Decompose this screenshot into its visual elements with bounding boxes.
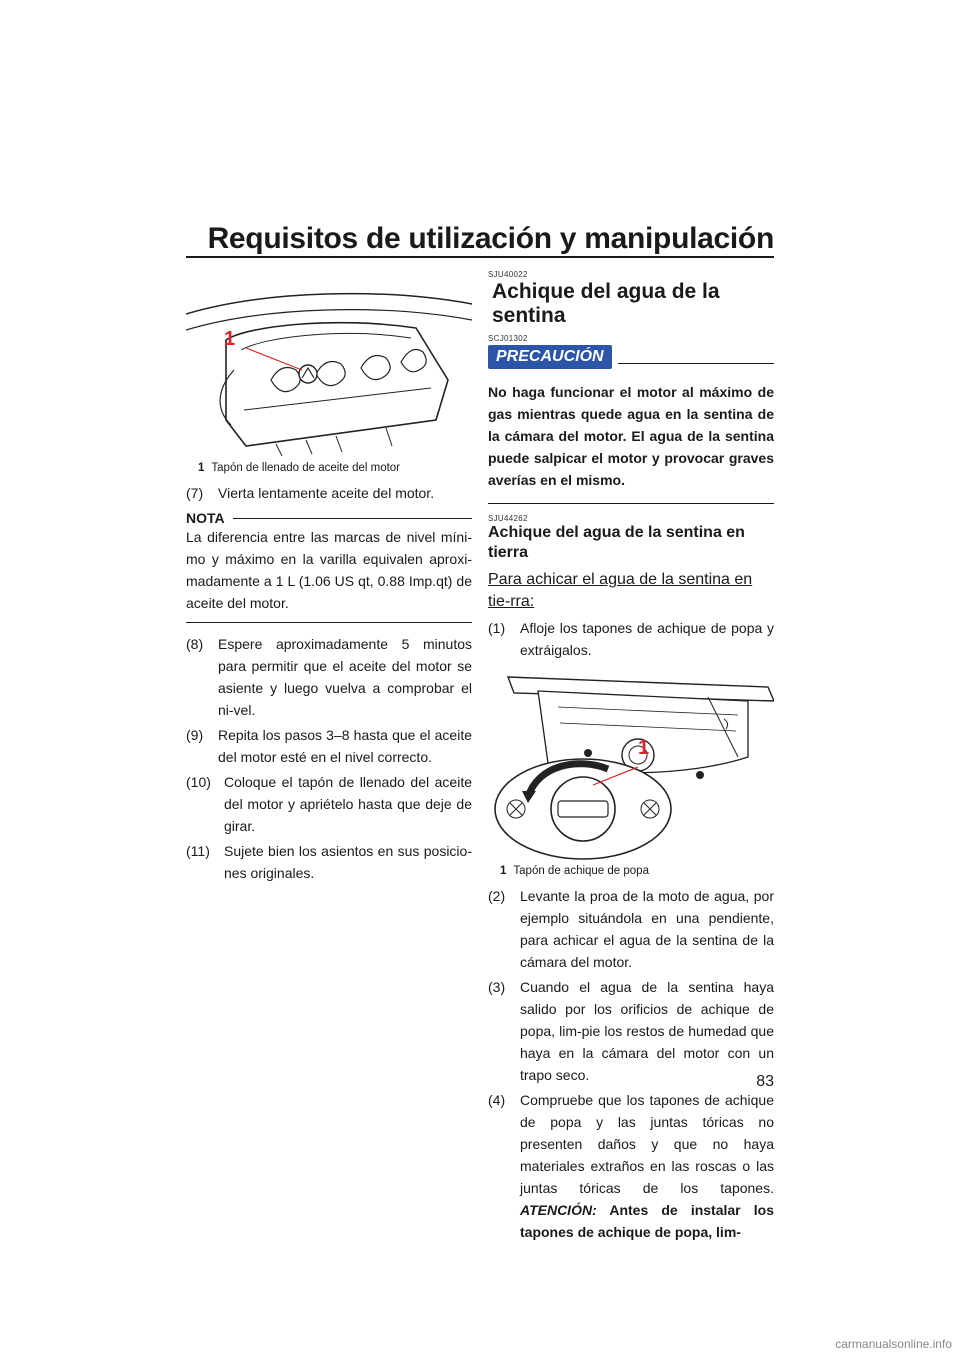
caution-rule bbox=[618, 363, 774, 364]
step-1 bbox=[488, 617, 774, 661]
step-text: Afloje los tapones de achique de popa y extráigalos. bbox=[520, 620, 774, 658]
step-number: (3) bbox=[488, 979, 506, 995]
attention-label: ATENCIÓN: bbox=[520, 1202, 597, 1218]
step-text: Vierta lentamente aceite del motor. bbox=[218, 485, 435, 501]
step-number: (4) bbox=[488, 1092, 506, 1108]
caution-code: SCJ01302 bbox=[488, 334, 528, 343]
step-number: (8) bbox=[186, 636, 204, 652]
step-text: Coloque el tapón de llenado del aceite del motor y apriételo hasta que deje de girar. bbox=[224, 774, 472, 834]
section-code: SJU40022 bbox=[488, 270, 528, 279]
left-column bbox=[186, 270, 472, 887]
figure-caption bbox=[198, 462, 472, 474]
step-number: (10) bbox=[186, 774, 211, 790]
caution-badge: PRECAUCIÓN bbox=[488, 345, 612, 369]
step-number: (7) bbox=[186, 485, 204, 501]
attention-text: Antes de instalar los tapones de achique de popa, lim- bbox=[520, 1202, 774, 1240]
caution-header bbox=[488, 345, 774, 369]
caution-end-rule bbox=[488, 503, 774, 504]
figure-drain-plug bbox=[488, 667, 774, 863]
step-number: (9) bbox=[186, 727, 204, 743]
procedure-heading: Para achicar el agua de la sentina en tie-rra: bbox=[488, 571, 753, 610]
step-4 bbox=[488, 1089, 774, 1243]
step-number: (2) bbox=[488, 888, 506, 904]
page-number: 83 bbox=[756, 1073, 774, 1090]
figure-engine-oil-cap bbox=[186, 270, 472, 460]
caption-text: Tapón de achique de popa bbox=[513, 865, 649, 877]
right-column bbox=[488, 270, 774, 1246]
note-label: NOTA bbox=[186, 510, 225, 526]
note-header bbox=[186, 510, 472, 526]
step-number: (1) bbox=[488, 620, 506, 636]
step-text: Espere aproximadamente 5 minutos para permitir que el aceite del motor se asiente y luego vuelva a comprobar el ni-vel. bbox=[218, 636, 472, 718]
engine-illustration bbox=[186, 270, 472, 460]
title-rule bbox=[186, 256, 774, 258]
step-number: (11) bbox=[186, 843, 210, 859]
drain-plug-illustration bbox=[488, 667, 774, 863]
caution-text: No haga funcionar el motor al máximo de gas mientras quede agua en la sentina de la cámara del motor. El agua de la sentina puede salpicar el motor y provocar graves averías en el mismo. bbox=[488, 384, 774, 488]
note-end-rule bbox=[186, 622, 472, 623]
subsection-title: Achique del agua de la sentina en tierra bbox=[488, 524, 745, 561]
note-rule bbox=[233, 518, 472, 519]
step-text: Repita los pasos 3–8 hasta que el aceite del motor esté en el nivel correcto. bbox=[218, 727, 472, 765]
section-title: Achique del agua de la sentina bbox=[492, 280, 720, 327]
step-11 bbox=[186, 840, 472, 884]
figure-caption bbox=[500, 865, 774, 877]
watermark: carmanualsonline.info bbox=[835, 1337, 952, 1351]
step-text: Levante la proa de la moto de agua, por ejemplo situándola en una pendiente, para achicar el agua de la sentina de la cámara del motor. bbox=[520, 888, 774, 970]
step-10 bbox=[186, 771, 472, 837]
step-text: Cuando el agua de la sentina haya salido por los orificios de achique de popa, lim-pie los restos de humedad que haya en la cámara del motor con un trapo seco. bbox=[520, 979, 774, 1083]
step-text: Sujete bien los asientos en sus posicio-nes originales. bbox=[224, 843, 472, 881]
caption-number: 1 bbox=[198, 462, 205, 474]
step-3 bbox=[488, 976, 774, 1086]
step-7 bbox=[186, 482, 472, 504]
note-text: La diferencia entre las marcas de nivel míni-mo y máximo en la varilla equivalen aproxi-madamente a 1 L (1.06 US qt, 0.88 Imp.qt) de aceite del motor. bbox=[186, 529, 472, 611]
step-2 bbox=[488, 885, 774, 973]
step-text bbox=[520, 1089, 774, 1243]
callout-number: 1 bbox=[224, 328, 236, 350]
caption-text: Tapón de llenado de aceite del motor bbox=[211, 462, 401, 474]
callout-number: 1 bbox=[638, 737, 650, 759]
step-9 bbox=[186, 724, 472, 768]
page-title: Requisitos de utilización y manipulación bbox=[207, 222, 774, 255]
step-4-body: Compruebe que los tapones de achique de popa y las juntas tóricas no presenten daños y que no haya materiales extraños en las roscas o las juntas tóricas de los tapones. bbox=[520, 1092, 774, 1196]
step-8 bbox=[186, 633, 472, 721]
caption-number: 1 bbox=[500, 865, 507, 877]
subsection-code: SJU44262 bbox=[488, 514, 528, 523]
